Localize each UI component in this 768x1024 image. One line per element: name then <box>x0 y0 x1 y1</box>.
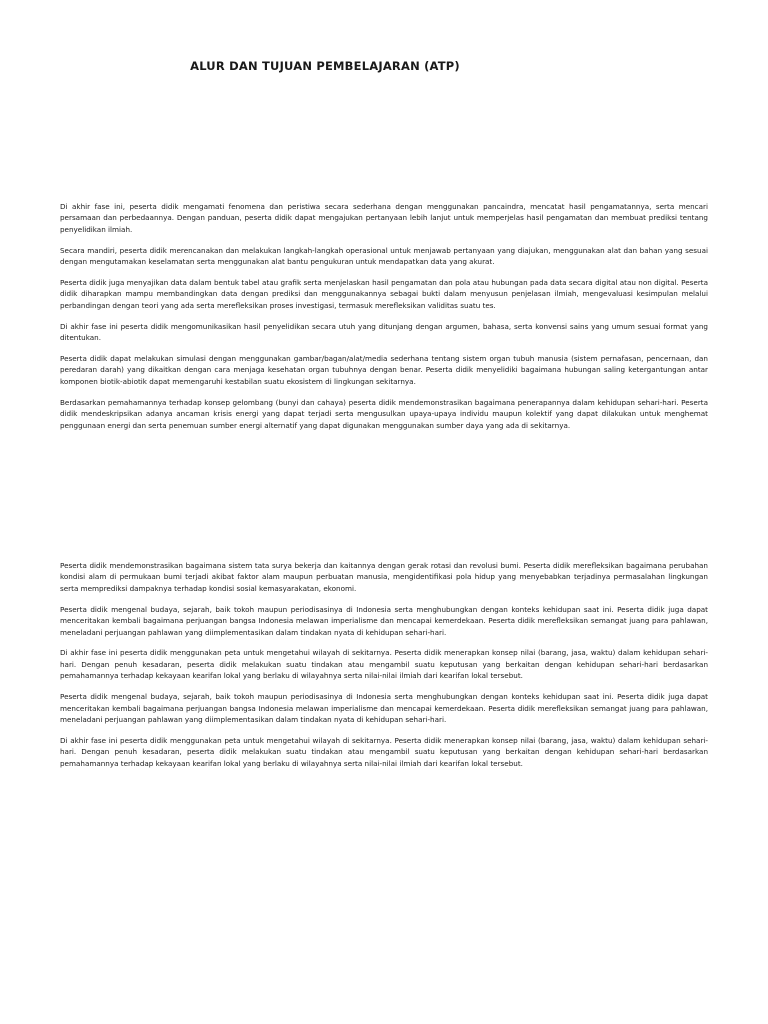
paragraph: Peserta didik juga menyajikan data dalam bentuk tabel atau grafik serta menjelaskan hasil pengamatan dan pola atau hubungan pada data secara digital atau non digital. Peserta didik diharapkan mampu membandingkan data dengan prediksi dan menggunakannya sebagai bukti dalam menyusun penjelasan ilmiah, mengevaluasi kesimpulan melalui perbandingan dengan teori yang ada serta merefleksikan proses investigasi, termasuk merefleksikan validitas suatu tes. <box>60 278 708 310</box>
paragraph: Peserta didik mendemonstrasikan bagaimana sistem tata surya bekerja dan kaitannya dengan gerak rotasi dan revolusi bumi. Peserta didik merefleksikan bagaimana perubahan kondisi alam di permukaan bumi terjadi akibat faktor alam maupun perbuatan manusia, mengidentifikasi pola hidup yang menyebabkan terjadinya permasalahan lingkungan serta memprediksi dampaknya terhadap kondisi sosial kemasyarakatan, ekonomi. <box>60 561 708 593</box>
paragraph: Di akhir fase ini, peserta didik mengamati fenomena dan peristiwa secara sederhana dengan menggunakan pancaindra, mencatat hasil pengamatannya, serta mencari persamaan dan perbedaannya. Dengan panduan, peserta didik dapat mengajukan pertanyaan lebih lanjut untuk memperjelas hasil pengamatan dan membuat prediksi tentang penyelidikan ilmiah. <box>60 202 708 234</box>
paragraph: Di akhir fase ini peserta didik mengomunikasikan hasil penyelidikan secara utuh yang ditunjang dengan argumen, bahasa, serta konvensi sains yang umum sesuai format yang ditentukan. <box>60 321 708 343</box>
paragraph: Di akhir fase ini peserta didik menggunakan peta untuk mengetahui wilayah di sekitarnya. Peserta didik menerapkan konsep nilai (barang, jasa, waktu) dalam kehidupan sehari-hari. Dengan penuh kesadaran, peserta didik melakukan suatu tindakan atau mengambil suatu keputusan yang berkaitan dengan kehidupan sehari-hari berdasarkan pemahamannya terhadap kekayaan kearifan lokal yang berlaku di wilayahnya serta nilai-nilai ilmiah dari kearifan lokal tersebut. <box>60 735 708 768</box>
paragraph: Di akhir fase ini peserta didik menggunakan peta untuk mengetahui wilayah di sekitarnya. Peserta didik menerapkan konsep nilai (barang, jasa, waktu) dalam kehidupan sehari-hari. Dengan penuh kesadaran, peserta didik melakukan suatu tindakan atau mengambil suatu keputusan yang berkaitan dengan kehidupan sehari-hari berdasarkan pemahamannya terhadap kekayaan kearifan lokal yang berlaku di wilayahnya serta nilai-nilai ilmiah dari kearifan lokal tersebut. <box>60 648 708 681</box>
content-section-2 <box>60 560 708 779</box>
page-title: ALUR DAN TUJUAN PEMBELAJARAN (ATP) <box>190 59 460 73</box>
paragraph: Secara mandiri, peserta didik merencanakan dan melakukan langkah-langkah operasional untuk menjawab pertanyaan yang diajukan, menggunakan alat dan bahan yang sesuai dengan mengutamakan keselamatan serta menggunakan alat bantu pengukuran untuk mendapatkan data yang akurat. <box>60 245 708 267</box>
content-section-1 <box>60 201 708 441</box>
paragraph: Peserta didik dapat melakukan simulasi dengan menggunakan gambar/bagan/alat/media sederhana tentang sistem organ tubuh manusia (sistem pernafasan, pencernaan, dan peredaran darah) yang dikaitkan dengan cara menjaga kesehatan organ tubuhnya dengan benar. Peserta didik menyelidiki bagaimana hubungan saling ketergantungan antar komponen biotik-abiotik dapat memengaruhi kestabilan suatu ekosistem di lingkungan sekitarnya. <box>60 354 708 386</box>
paragraph: Peserta didik mengenal budaya, sejarah, baik tokoh maupun periodisasinya di Indonesia serta menghubungkan dengan konteks kehidupan saat ini. Peserta didik juga dapat menceritakan kembali bagaimana perjuangan bangsa Indonesia melawan imperialisme dan mencapai kemerdekaan. Peserta didik merefleksikan semangat juang para pahlawan, meneladani perjuangan pahlawan yang diimplementasikan dalam tindakan nyata di kehidupan sehari-hari. <box>60 692 708 724</box>
paragraph: Berdasarkan pemahamannya terhadap konsep gelombang (bunyi dan cahaya) peserta didik mendemonstrasikan bagaimana penerapannya dalam kehidupan sehari-hari. Peserta didik mendeskripsikan adanya ancaman krisis energi yang dapat terjadi serta mengusulkan upaya-upaya individu maupun kolektif yang dapat dilakukan untuk menghemat penggunaan energi dan serta penemuan sumber energi alternatif yang dapat digunakan menggunakan sumber daya yang ada di sekitarnya. <box>60 397 708 430</box>
paragraph: Peserta didik mengenal budaya, sejarah, baik tokoh maupun periodisasinya di Indonesia serta menghubungkan dengan konteks kehidupan saat ini. Peserta didik juga dapat menceritakan kembali bagaimana perjuangan bangsa Indonesia melawan imperialisme dan mencapai kemerdekaan. Peserta didik merefleksikan semangat juang para pahlawan, meneladani perjuangan pahlawan yang diimplementasikan dalam tindakan nyata di kehidupan sehari-hari. <box>60 604 708 637</box>
